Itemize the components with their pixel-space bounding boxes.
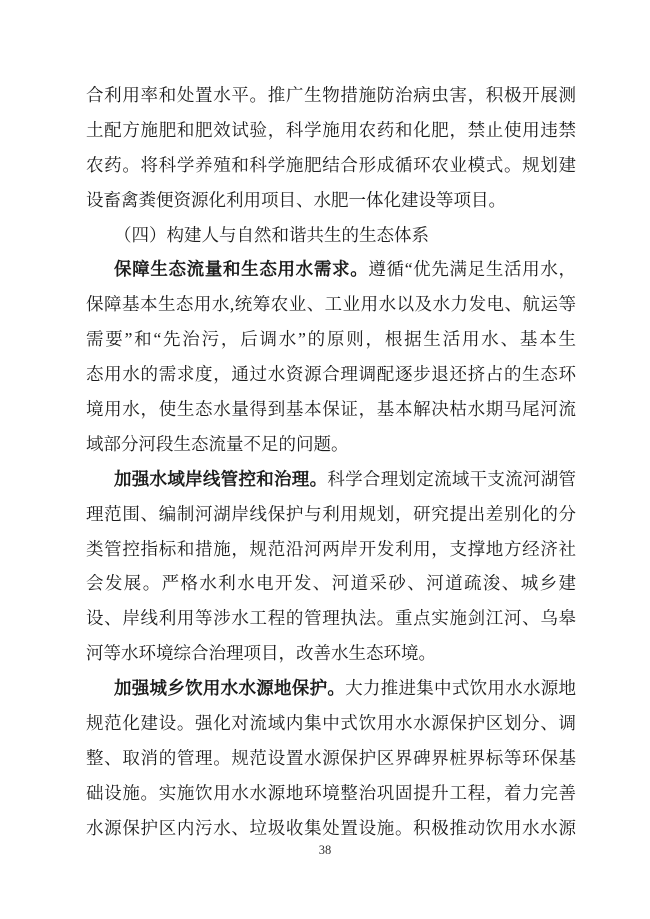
body-text: 础设施。实施饮用水水源地环境整治巩固提升工程，着力完善 bbox=[86, 782, 576, 803]
body-text: 境用水，使生态水量得到基本保证，基本解决枯水期马尾河流 bbox=[86, 399, 576, 420]
text-line bbox=[86, 706, 576, 741]
text-line bbox=[86, 252, 576, 287]
body-text: 遵循“优先满足生活用水， bbox=[368, 259, 576, 280]
text-line bbox=[86, 566, 576, 601]
text-line bbox=[86, 148, 576, 183]
body-text: 需要”和“先治污，后调水”的原则，根据生活用水、基本生 bbox=[86, 329, 576, 350]
text-line bbox=[86, 427, 576, 462]
text-line bbox=[86, 532, 576, 567]
text-line bbox=[86, 113, 576, 148]
body-text: 设畜禽粪便资源化利用项目、水肥一体化建设等项目。 bbox=[86, 189, 506, 210]
bold-lead-text: 加强城乡饮用水水源地保护。 bbox=[114, 678, 346, 699]
body-text: 规范化建设。强化对流域内集中式饮用水水源保护区划分、调 bbox=[86, 713, 576, 734]
body-text: 保障基本生态用水,统筹农业、工业用水以及水力发电、航运等 bbox=[86, 294, 576, 315]
body-text: 合利用率和处置水平。推广生物措施防治病虫害，积极开展测 bbox=[86, 85, 576, 105]
text-line bbox=[86, 636, 576, 671]
bold-lead-text: 保障生态流量和生态用水需求。 bbox=[114, 259, 369, 280]
body-text: 设、岸线利用等涉水工程的管理执法。重点实施剑江河、乌皋 bbox=[86, 608, 576, 629]
section-heading bbox=[86, 218, 576, 253]
text-line bbox=[86, 287, 576, 322]
body-text: 理范围、编制河湖岸线保护与利用规划，研究提出差别化的分 bbox=[86, 503, 576, 524]
body-text: （四）构建人与自然和谐共生的生态体系 bbox=[114, 224, 429, 245]
text-line bbox=[86, 741, 576, 776]
body-text: 河等水环境综合治理项目，改善水生态环境。 bbox=[86, 643, 436, 664]
body-text: 水源保护区内污水、垃圾收集处置设施。积极推动饮用水水源 bbox=[86, 817, 576, 838]
text-line bbox=[86, 811, 576, 846]
body-text: 域部分河段生态流量不足的问题。 bbox=[86, 433, 349, 454]
text-line bbox=[86, 322, 576, 357]
text-line bbox=[86, 462, 576, 497]
body-text: 大力推进集中式饮用水水源地 bbox=[345, 678, 576, 699]
text-line bbox=[86, 78, 576, 113]
page-number: 38 bbox=[318, 843, 332, 857]
text-line bbox=[86, 357, 576, 392]
text-line bbox=[86, 497, 576, 532]
text-line bbox=[86, 671, 576, 706]
body-text: 会发展。严格水利水电开发、河道采砂、河道疏浚、城乡建 bbox=[86, 573, 576, 594]
body-text: 土配方施肥和肥效试验，科学施用农药和化肥，禁止使用违禁 bbox=[86, 119, 576, 140]
text-line bbox=[86, 183, 576, 218]
text-line bbox=[86, 601, 576, 636]
body-text: 农药。将科学养殖和科学施肥结合形成循环农业模式。规划建 bbox=[86, 154, 576, 175]
body-text: 科学合理划定流域干支流河湖管 bbox=[327, 468, 576, 489]
body-text: 整、取消的管理。规范设置水源保护区界碑界桩界标等环保基 bbox=[86, 747, 576, 768]
text-line bbox=[86, 392, 576, 427]
body-text: 类管控指标和措施，规范沿河两岸开发利用，支撑地方经济社 bbox=[86, 538, 576, 559]
body-text: 态用水的需求度，通过水资源合理调配逐步退还挤占的生态环 bbox=[86, 364, 576, 385]
bold-lead-text: 加强水域岸线管控和治理。 bbox=[114, 468, 328, 489]
text-line bbox=[86, 776, 576, 811]
text-block bbox=[86, 78, 576, 846]
